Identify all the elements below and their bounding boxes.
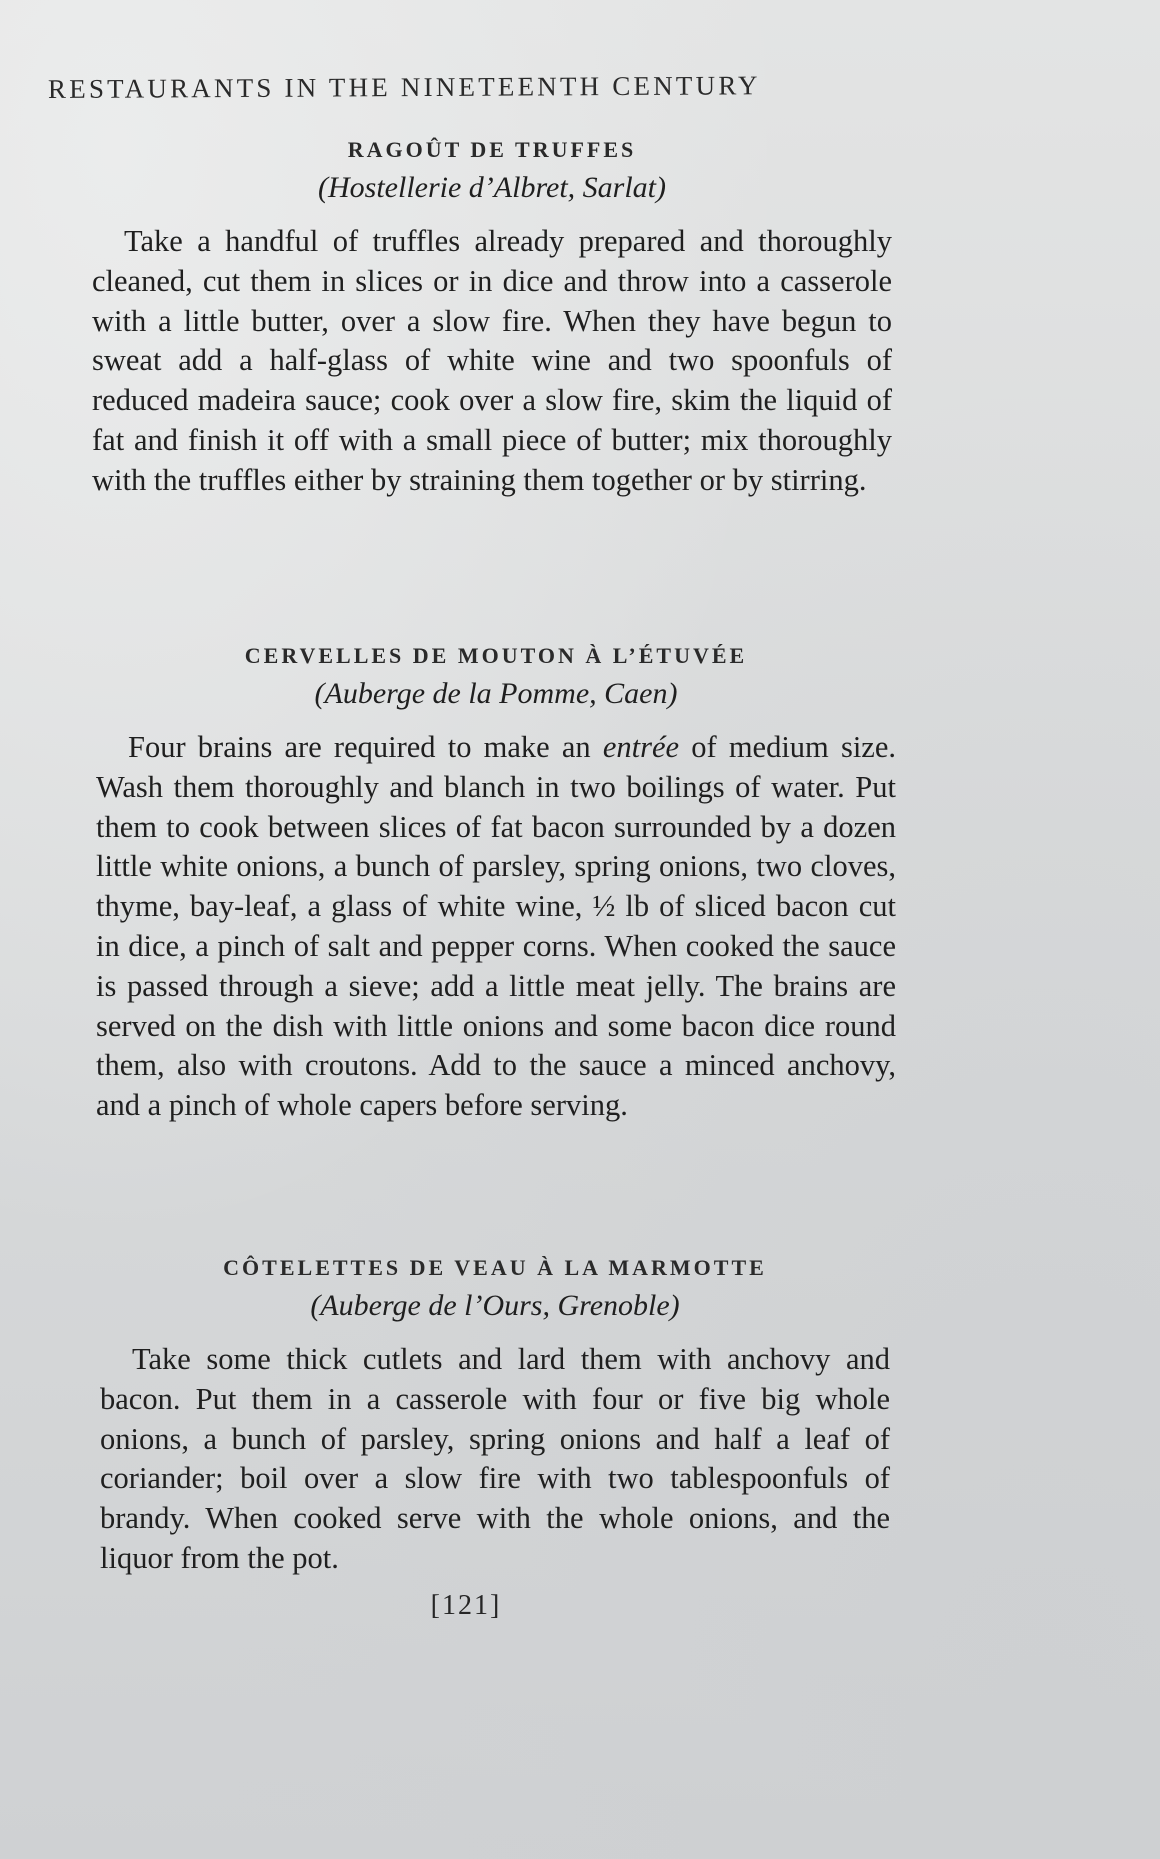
running-head: RESTAURANTS IN THE NINETEENTH CENTURY [47,70,761,104]
recipe-title: RAGOÛT DE TRUFFES [347,137,637,162]
recipe-source: (Auberge de l’Ours, Grenoble) [310,1289,680,1322]
recipe-body: Take a handful of truffles already prepared and thoroughly cleaned, cut them in slices or in dice and throw into a casserole with a little butter, over a slow fire. When they have begun to sweat add a half-glass of white wine and two spoonfuls of reduced madeira sauce; cook over a slow fire, skim the liquid of fat and finish it off with a small piece of butter; mix thoroughly with the truffles either by straining them together or by stirring. [92,224,892,497]
recipe-ragout-de-truffes [92,134,892,501]
recipe-cervelles-de-mouton [96,640,896,1126]
recipe-title: CERVELLES DE MOUTON À L’ÉTUVÉE [244,643,748,668]
italic-word: entrée [602,730,680,764]
recipe-title: CÔTELETTES DE VEAU À LA MARMOTTE [223,1255,767,1280]
recipe-source: (Hostellerie d’Albret, Sarlat) [318,171,666,204]
recipe-body: Take some thick cutlets and lard them with anchovy and bacon. Put them in a casserole with four or five big whole onions, a bunch of parsley, spring onions and half a leaf of coriander; boil over a slow fire with two tablespoonfuls of brandy. When cooked serve with the whole onions, and the liquor from the pot. [100,1342,890,1575]
recipe-body: Four brains are required to make an entrée of medium size. Wash them thoroughly and blanch in two boilings of water. Put them to cook between slices of fat bacon surrounded by a dozen little white onions, a bunch of parsley, spring onions, two cloves, thyme, bay-leaf, a glass of white wine, ½ lb of sliced bacon cut in dice, a pinch of salt and pepper corns. When cooked the sauce is passed through a sieve; add a little meat jelly. The brains are served on the dish with little onions and some bacon dice round them, also with croutons. Add to the sauce a minced anchovy, and a pinch of whole capers before serving. [96,730,896,1123]
page-number: [121] [430,1590,502,1621]
recipe-source: (Auberge de la Pomme, Caen) [314,677,678,710]
recipe-cotelettes-de-veau [100,1252,890,1579]
